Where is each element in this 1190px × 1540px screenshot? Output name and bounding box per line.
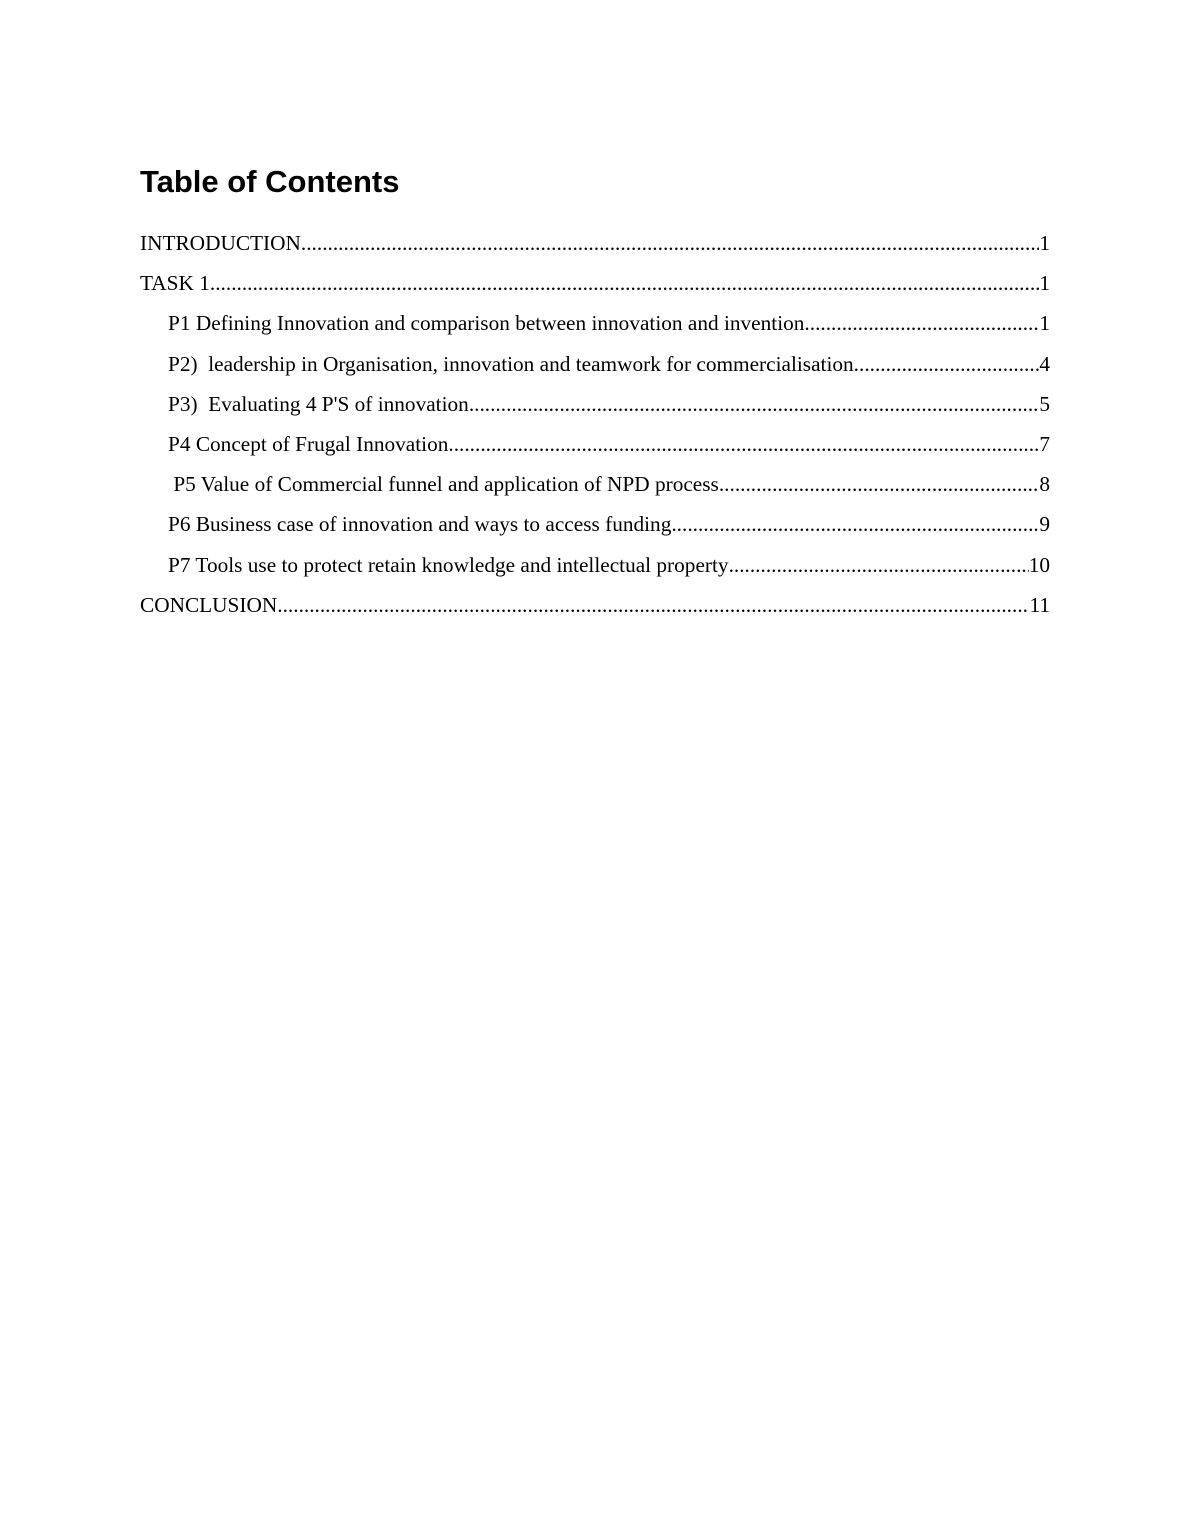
toc-page-number: 7 — [1039, 431, 1050, 456]
toc-entry-text: P6 Business case of innovation and ways to access funding — [168, 512, 672, 537]
toc-entry-text: TASK 1 — [140, 271, 210, 296]
toc-page-number: 9 — [1039, 512, 1050, 537]
toc-entry-text: INTRODUCTION — [140, 231, 301, 255]
toc-heading: Table of Contents — [140, 164, 400, 199]
toc-entry-text: P2) leadership in Organisation, innovation and teamwork for commercialisation — [168, 351, 854, 376]
toc-entry[interactable] — [140, 427, 1050, 467]
toc-entry[interactable] — [140, 266, 1050, 306]
toc-list — [140, 226, 1050, 628]
toc-entry[interactable] — [140, 226, 1050, 266]
toc-entry-text: P3) Evaluating 4 P'S of innovation — [168, 391, 469, 416]
toc-page-number: 1 — [1039, 311, 1050, 336]
toc-page-number: 5 — [1039, 391, 1050, 416]
toc-page-number: 4 — [1039, 351, 1050, 376]
toc-entry[interactable] — [140, 306, 1050, 346]
toc-page-number: 8 — [1039, 472, 1050, 497]
toc-dot-leader — [469, 387, 1040, 421]
toc-dot-leader — [301, 226, 1039, 260]
toc-entry[interactable] — [140, 548, 1050, 588]
toc-entry[interactable] — [140, 347, 1050, 387]
toc-dot-leader — [804, 306, 1039, 340]
toc-entry-text: CONCLUSION — [140, 592, 278, 617]
toc-entry-text: P7 Tools use to protect retain knowledge and intellectual property — [168, 552, 729, 577]
toc-dot-leader — [854, 347, 1040, 381]
toc-page-number: 10 — [1028, 552, 1050, 577]
toc-entry-text: P1 Defining Innovation and comparison between innovation and invention — [168, 311, 805, 336]
toc-entry-text: P5 Value of Commercial funnel and application of NPD process — [168, 472, 719, 497]
toc-entry-text: P4 Concept of Frugal Innovation — [168, 431, 449, 456]
toc-dot-leader — [671, 507, 1039, 541]
toc-entry[interactable] — [140, 588, 1050, 628]
toc-dot-leader — [448, 427, 1039, 461]
toc-page-number: 1 — [1039, 231, 1050, 255]
toc-dot-leader — [729, 548, 1029, 582]
toc-entry[interactable] — [140, 387, 1050, 427]
toc-entry[interactable] — [140, 507, 1050, 547]
toc-page-number: 11 — [1029, 592, 1050, 617]
toc-dot-leader — [277, 588, 1029, 622]
toc-entry[interactable] — [140, 467, 1050, 507]
toc-dot-leader — [210, 266, 1039, 300]
toc-dot-leader — [719, 467, 1040, 501]
toc-page-number: 1 — [1039, 271, 1050, 296]
